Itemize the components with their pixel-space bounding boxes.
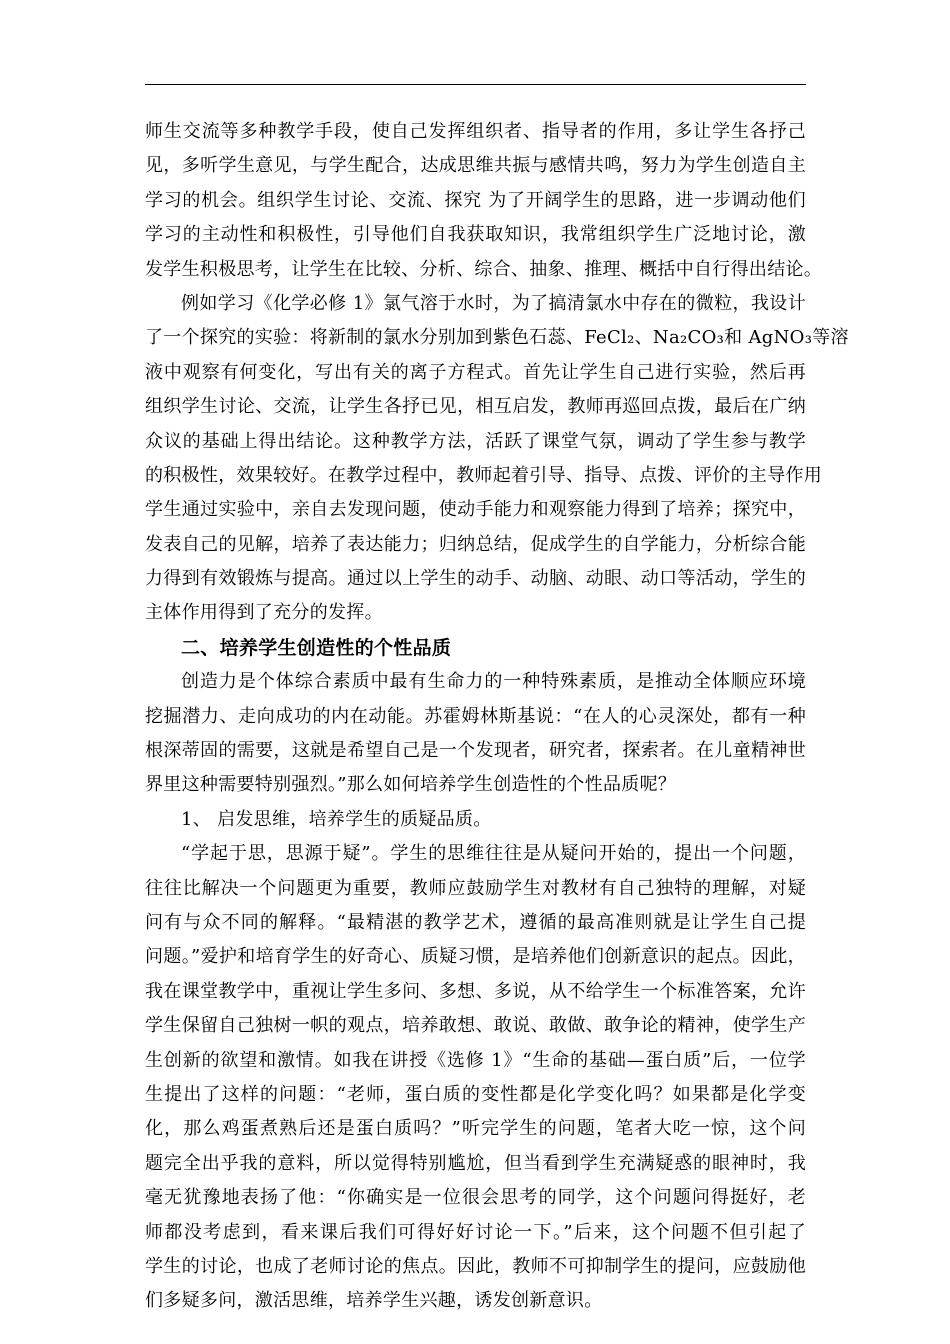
text-line: 们多疑多问，激活思维，培养学生兴趣，诱发创新意识。 xyxy=(145,1290,603,1312)
text-line: 学习的机会。组织学生讨论、交流、探究 为了开阔学生的思路，进一步调动他们 xyxy=(145,189,806,211)
text-line: 力得到有效锻炼与提高。通过以上学生的动手、动脑、动眼、动口等活动，学生的 xyxy=(145,568,806,590)
text-line: 了一个探究的实验：将新制的氯水分别加到紫色石蕊、FeCl₂、Na₂CO₃和 AgNO₃等溶 xyxy=(145,327,849,349)
text-line: 学生通过实验中，亲自去发现问题，使动手能力和观察能力得到了培养；探究中， xyxy=(145,499,806,521)
text-line: 的积极性，效果较好。在教学过程中，教师起着引导、指导、点拨、评价的主导作用 xyxy=(145,464,823,486)
section-heading: 二、培养学生创造性的个性品质 xyxy=(181,636,452,659)
paragraph-first-line: 创造力是个体综合素质中最有生命力的一种特殊素质，是推动全体顺应环境 xyxy=(181,671,806,693)
document-body xyxy=(145,115,849,1319)
text-line: 学生保留自己独树一帜的观点，培养敢想、敢说、敢做、敢争论的精神，使学生产 xyxy=(145,1015,806,1037)
numbered-item: 1、 启发思维，培养学生的质疑品质。 xyxy=(181,808,492,830)
header-rule xyxy=(145,84,806,85)
text-line: 学生的讨论，也成了老师讨论的焦点。因此，教师不可抑制学生的提问，应鼓励他 xyxy=(145,1255,806,1277)
text-line: 生提出了这样的问题：“老师，蛋白质的变性都是化学变化吗？如果都是化学变 xyxy=(145,1083,806,1105)
paragraph-first-line: “学起于思，思源于疑”。学生的思维往往是从疑问开始的，提出一个问题， xyxy=(181,843,806,865)
text-line: 往往比解决一个问题更为重要，教师应鼓励学生对教材有自己独特的理解，对疑 xyxy=(145,877,806,899)
text-line: 组织学生讨论、交流，让学生各抒已见，相互启发，教师再巡回点拨，最后在广纳 xyxy=(145,396,806,418)
text-line: 根深蒂固的需要，这就是希望自己是一个发现者，研究者，探索者。在儿童精神世 xyxy=(145,740,806,762)
text-line: 界里这种需要特别强烈。”那么如何培养学生创造性的个性品质呢？ xyxy=(145,774,677,796)
text-line: 师生交流等多种教学手段，使自己发挥组织者、指导者的作用，多让学生各抒己 xyxy=(145,121,806,142)
paragraph-first-line: 例如学习《化学必修 1》氯气溶于水时，为了搞清氯水中存在的微粒，我设计 xyxy=(181,292,806,314)
text-line: 毫无犹豫地表扬了他：“你确实是一位很会思考的同学，这个问题问得挺好，老 xyxy=(145,1187,806,1209)
text-line: 液中观察有何变化，写出有关的离子方程式。首先让学生自己进行实验，然后再 xyxy=(145,361,806,383)
text-line: 发表自己的见解，培养了表达能力；归纳总结，促成学生的自学能力，分析综合能 xyxy=(145,533,806,555)
text-line: 化，那么鸡蛋煮熟后还是蛋白质吗？”听完学生的问题，笔者大吃一惊，这个问 xyxy=(145,1118,806,1140)
text-line: 见，多听学生意见，与学生配合，达成思维共振与感情共鸣，努力为学生创造自主 xyxy=(145,155,806,177)
text-line: 师都没考虑到，看来课后我们可得好好讨论一下。”后来，这个问题不但引起了 xyxy=(145,1221,806,1243)
text-line: 问有与众不同的解释。“最精湛的教学艺术，遵循的最高准则就是让学生自己提 xyxy=(145,911,806,933)
text-line: 题完全出乎我的意料，所以觉得特别尴尬，但当看到学生充满疑惑的眼神时，我 xyxy=(145,1152,806,1174)
text-line: 生创新的欲望和激情。如我在讲授《选修 1》“生命的基础—蛋白质”后，一位学 xyxy=(145,1049,806,1071)
text-line: 发学生积极思考，让学生在比较、分析、综合、抽象、推理、概括中自行得出结论。 xyxy=(145,258,823,280)
text-line: 我在课堂教学中，重视让学生多问、多想、多说，从不给学生一个标准答案，允许 xyxy=(145,980,806,1002)
text-line: 挖掘潜力、走向成功的内在动能。苏霍姆林斯基说：“在人的心灵深处，都有一种 xyxy=(145,705,806,727)
text-line: 主体作用得到了充分的发挥。 xyxy=(145,602,383,624)
text-line: 学习的主动性和积极性，引导他们自我获取知识，我常组织学生广泛地讨论，激 xyxy=(145,224,806,246)
text-line: 问题。”爱护和培育学生的好奇心、质疑习惯，是培养他们创新意识的起点。因此， xyxy=(145,946,806,968)
text-line: 众议的基础上得出结论。这种教学方法，活跃了课堂气氛，调动了学生参与教学 xyxy=(145,430,806,452)
